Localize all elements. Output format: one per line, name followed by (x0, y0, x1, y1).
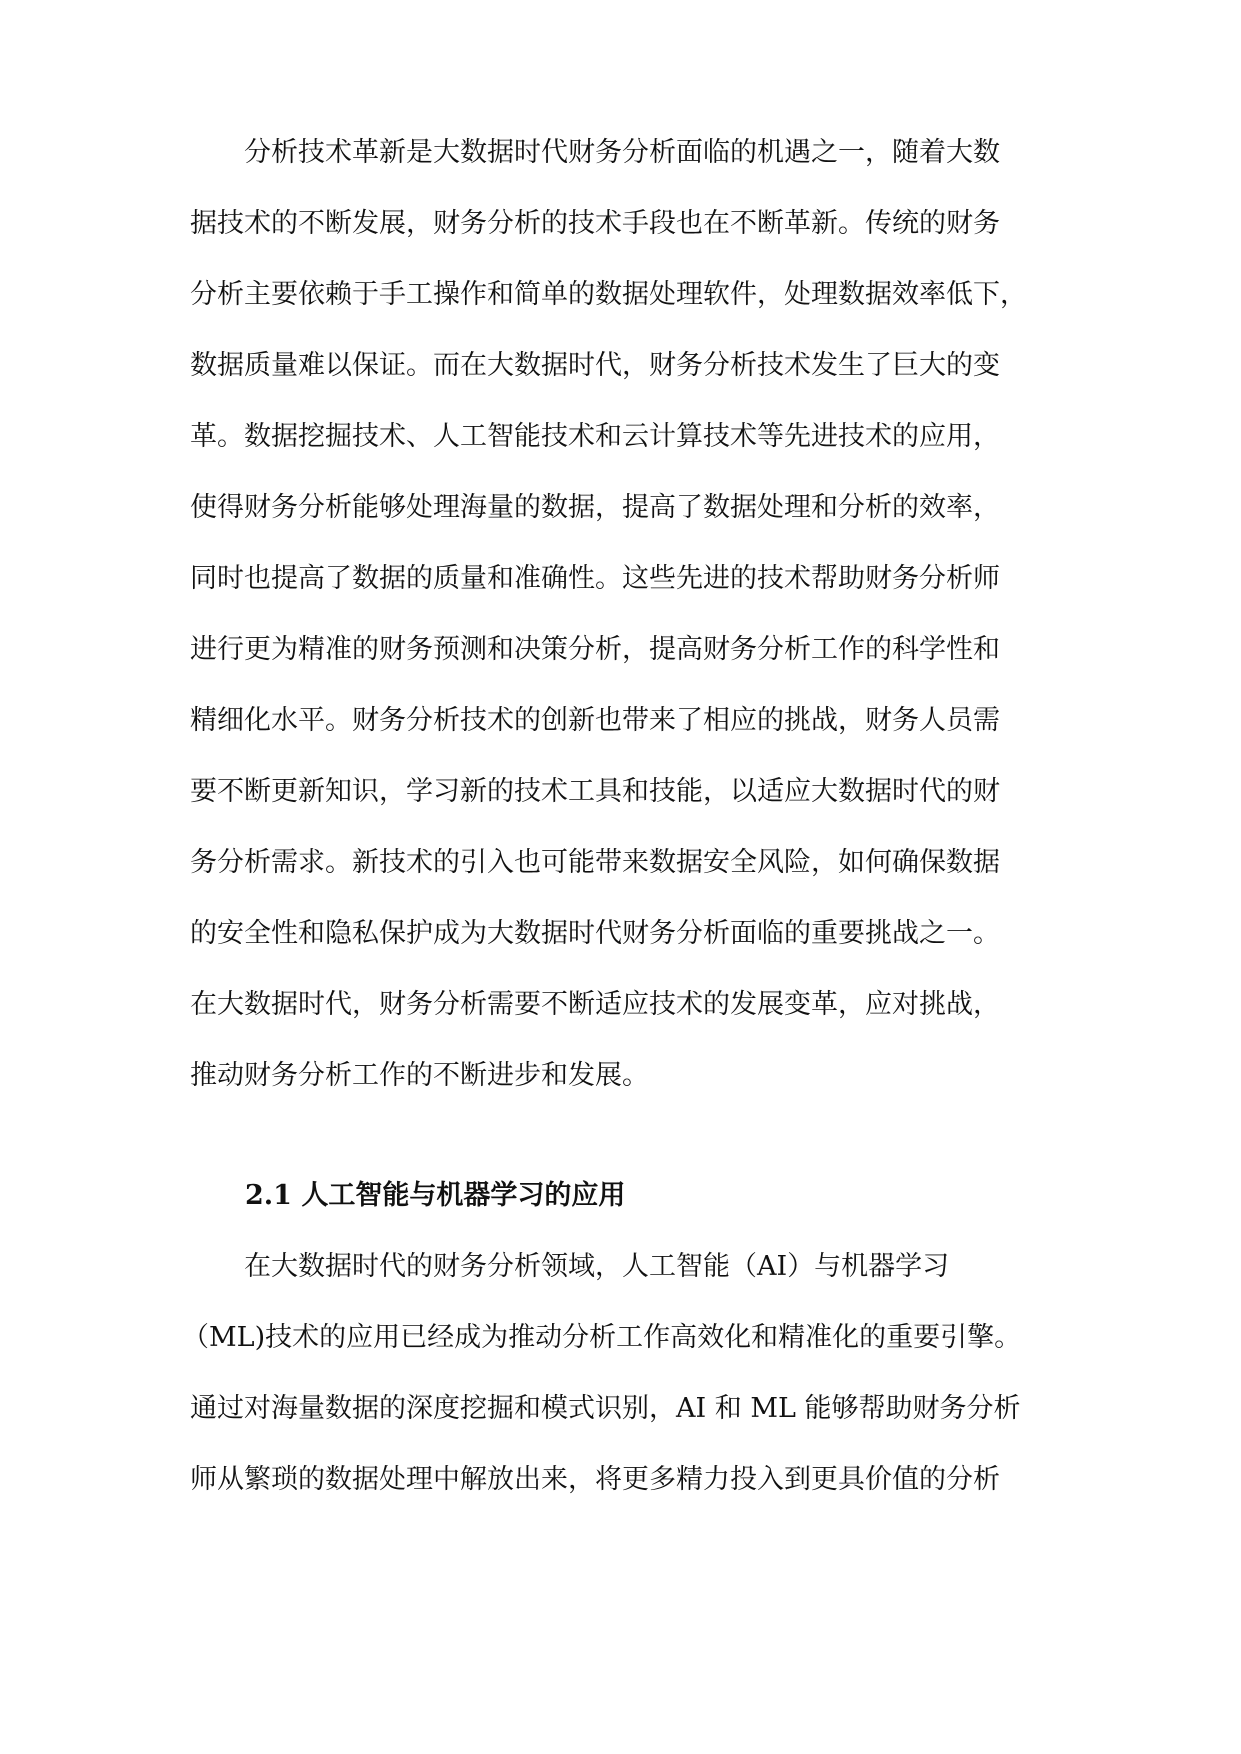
paragraph-line: 要不断更新知识，学习新的技术工具和技能，以适应大数据时代的财 (190, 776, 1000, 807)
paragraph-line: 通过对海量数据的深度挖掘和模式识别，AI 和 ML 能够帮助财务分析 (190, 1393, 1021, 1424)
paragraph-line: 革。数据挖掘技术、人工智能技术和云计算技术等先进技术的应用， (190, 421, 1000, 452)
paragraph-line: 的安全性和隐私保护成为大数据时代财务分析面临的重要挑战之一。 (190, 918, 1000, 949)
paragraph-line: 同时也提高了数据的质量和准确性。这些先进的技术帮助财务分析师 (190, 563, 1000, 594)
paragraph-line: （ML)技术的应用已经成为推动分析工作高效化和精准化的重要引擎。 (182, 1322, 1022, 1353)
paragraph-line: 在大数据时代，财务分析需要不断适应技术的发展变革，应对挑战， (190, 989, 1000, 1020)
paragraph-line: 推动财务分析工作的不断进步和发展。 (190, 1060, 649, 1091)
paragraph-line: 数据质量难以保证。而在大数据时代，财务分析技术发生了巨大的变 (190, 350, 1000, 381)
paragraph-line: 据技术的不断发展，财务分析的技术手段也在不断革新。传统的财务 (190, 208, 1000, 239)
paragraph-line: 进行更为精准的财务预测和决策分析，提高财务分析工作的科学性和 (190, 634, 1000, 665)
paragraph-line: 精细化水平。财务分析技术的创新也带来了相应的挑战，财务人员需 (190, 705, 1000, 736)
paragraph-line: 在大数据时代的财务分析领域，人工智能（AI）与机器学习 (190, 1251, 950, 1282)
section-heading: 2.1 人工智能与机器学习的应用 (245, 1180, 626, 1211)
paragraph-line: 分析主要依赖于手工操作和简单的数据处理软件，处理数据效率低下， (190, 279, 1027, 310)
paragraph-line: 师从繁琐的数据处理中解放出来，将更多精力投入到更具价值的分析 (190, 1464, 1000, 1495)
paragraph-line: 务分析需求。新技术的引入也可能带来数据安全风险，如何确保数据 (190, 847, 1000, 878)
paragraph-line: 分析技术革新是大数据时代财务分析面临的机遇之一，随着大数 (190, 137, 1000, 168)
paragraph-line: 使得财务分析能够处理海量的数据，提高了数据处理和分析的效率， (190, 492, 1000, 523)
